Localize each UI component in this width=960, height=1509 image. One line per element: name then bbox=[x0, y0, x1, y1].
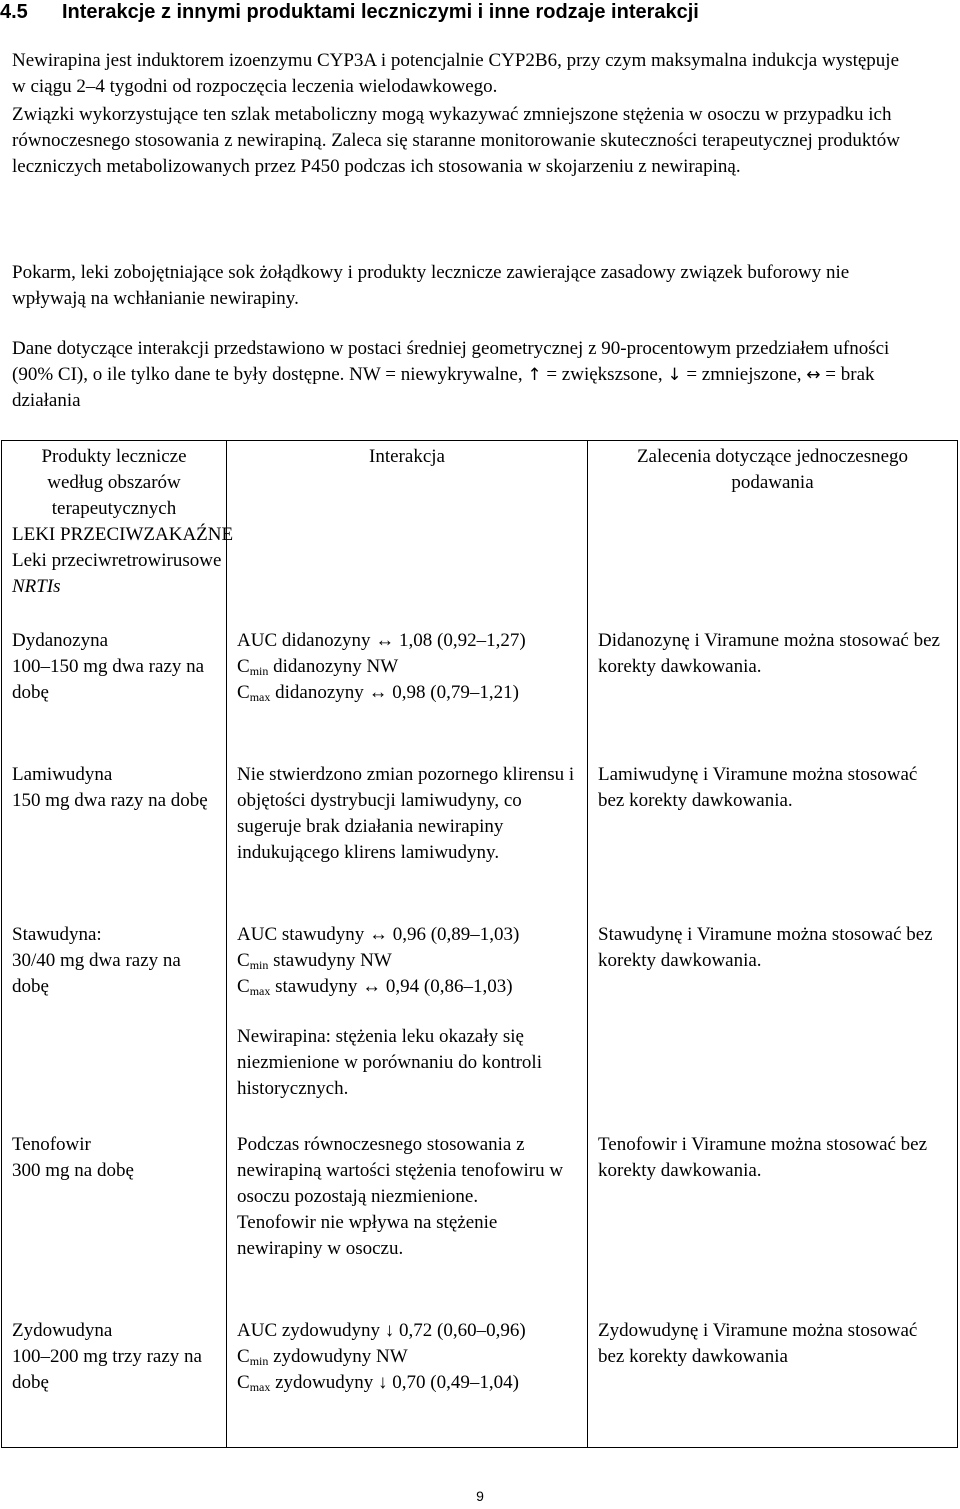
section-antiretrovirals: Leki przeciwretrowirusowe bbox=[12, 550, 222, 571]
table-row bbox=[2, 758, 958, 918]
interaction-cmax: $C_{max}$ didanozyny ↔ 0,98 (0,79–1,21) bbox=[237, 682, 519, 704]
interaction-cmax: $C_{max}$ zydowudyny ↓ 0,70 (0,49–1,04) bbox=[237, 1372, 519, 1394]
section-number: 4.5 bbox=[0, 1, 28, 23]
table-row bbox=[2, 624, 958, 758]
drug-dose: 300 mg na dobę bbox=[12, 1160, 134, 1181]
recommendation-cell: Lamiwudynę i Viramune można stosować bez korekty dawkowania. bbox=[588, 758, 958, 918]
section-heading bbox=[0, 0, 699, 24]
drug-dose: 100–150 mg dwa razy na dobę bbox=[12, 656, 205, 703]
drug-name: Lamiwudyna bbox=[12, 764, 113, 785]
drug-dose: 100–200 mg trzy razy na dobę bbox=[12, 1346, 202, 1393]
interaction-cell bbox=[227, 624, 588, 758]
interaction-text: Podczas równoczesnego stosowania z newirapiną wartości stężenia tenofowiru w osoczu pozostają niezmienione. bbox=[237, 1134, 564, 1207]
section-anti-infectives: LEKI PRZECIWZAKAŹNE bbox=[12, 524, 234, 545]
page-number: 9 bbox=[476, 1488, 484, 1504]
paragraph-induction: Newirapina jest induktorem izoenzymu CYP3A i potencjalnie CYP2B6, przy czym maksymalna indukcja występuje w ciągu 2–4 tygodni od rozpoczęcia leczenia wielodawkowego. bbox=[12, 50, 900, 97]
interaction-note: Newirapina: stężenia leku okazały się niezmienione w porównaniu do kontroli historycznych. bbox=[237, 1026, 542, 1099]
drug-cell bbox=[2, 624, 227, 758]
recommendation-cell: Didanozynę i Viramune można stosować bez korekty dawkowania. bbox=[588, 624, 958, 758]
table-row bbox=[2, 918, 958, 1128]
section-nrtis: NRTIs bbox=[12, 576, 61, 597]
header-drug-column: Produkty lecznicze według obszarów terapeutycznych bbox=[2, 441, 227, 523]
interaction-cmin: $C_{min}$ didanozyny NW bbox=[237, 656, 399, 678]
section-labels-cell bbox=[2, 522, 234, 624]
interaction-cmin: $C_{min}$ zydowudyny NW bbox=[237, 1346, 408, 1368]
interaction-auc: AUC stawudyny ↔ 0,96 (0,89–1,03) bbox=[237, 924, 520, 945]
table-row bbox=[2, 1314, 958, 1448]
drug-name: Tenofowir bbox=[12, 1134, 91, 1155]
recommendation-cell: Tenofowir i Viramune można stosować bez korekty dawkowania. bbox=[588, 1128, 958, 1314]
interaction-cell bbox=[227, 918, 588, 1128]
legend-decrease: = zmniejszone, bbox=[686, 364, 802, 385]
table-section-row bbox=[2, 522, 958, 624]
header-interaction-column: Interakcja bbox=[227, 441, 588, 523]
drug-name: Stawudyna: bbox=[12, 924, 102, 945]
table-header-row bbox=[2, 441, 958, 523]
interaction-cell bbox=[227, 1128, 588, 1314]
recommendation-cell: Zydowudynę i Viramune można stosować bez korekty dawkowania bbox=[588, 1314, 958, 1448]
interaction-text: Nie stwierdzono zmian pozornego klirensu i objętości dystrybucji lamiwudyny, co sugeruje brak działania newirapiny indukującego klirens lamiwudyny. bbox=[237, 764, 575, 863]
interaction-cell bbox=[227, 1314, 588, 1448]
section-title: Interakcje z innymi produktami leczniczymi i inne rodzaje interakcji bbox=[62, 1, 699, 23]
arrow-down-icon: ↓ bbox=[667, 365, 682, 385]
arrow-both-icon: ↔ bbox=[806, 365, 821, 385]
legend-intro: Dane dotyczące interakcji przedstawiono w postaci średniej geometrycznej z 90-procentowym przedziałem ufności (90% CI), o ile tylko dane te były dostępne. NW = niewykrywalne, bbox=[12, 338, 890, 385]
interaction-text-2: Tenofowir nie wpływa na stężenie newirapiny w osoczu. bbox=[237, 1212, 498, 1259]
arrow-up-icon: ↑ bbox=[527, 365, 542, 385]
drug-dose: 30/40 mg dwa razy na dobę bbox=[12, 950, 181, 997]
interaction-auc: AUC zydowudyny ↓ 0,72 (0,60–0,96) bbox=[237, 1320, 526, 1341]
drug-name: Dydanozyna bbox=[12, 630, 109, 651]
interaction-auc: AUC didanozyny ↔ 1,08 (0,92–1,27) bbox=[237, 630, 526, 651]
drug-cell bbox=[2, 758, 227, 918]
drug-cell bbox=[2, 918, 227, 1128]
recommendation-cell: Stawudynę i Viramune można stosować bez korekty dawkowania. bbox=[588, 918, 958, 1128]
drug-cell bbox=[2, 1314, 227, 1448]
drug-name: Zydowudyna bbox=[12, 1320, 113, 1341]
legend-no-effect: = brak działania bbox=[12, 364, 875, 411]
interaction-cell bbox=[227, 758, 588, 918]
interaction-cmax: $C_{max}$ stawudyny ↔ 0,94 (0,86–1,03) bbox=[237, 976, 513, 998]
paragraph-food-antacids: Pokarm, leki zobojętniające sok żołądkowy i produkty lecznicze zawierające zasadowy związek buforowy nie wpływają na wchłanianie newirapiny. bbox=[12, 262, 850, 309]
paragraph-data-legend bbox=[12, 336, 912, 414]
interaction-cmin: $C_{min}$ stawudyny NW bbox=[237, 950, 392, 972]
drug-cell bbox=[2, 1128, 227, 1314]
table-row bbox=[2, 1128, 958, 1314]
header-recommendation-column: Zalecenia dotyczące jednoczesnego podawania bbox=[588, 441, 958, 523]
interactions-table bbox=[1, 440, 958, 1448]
legend-increase: = zwiększsone, bbox=[546, 364, 663, 385]
drug-dose: 150 mg dwa razy na dobę bbox=[12, 790, 208, 811]
paragraph-metabolic-pathway: Związki wykorzystujące ten szlak metaboliczny mogą wykazywać zmniejszone stężenia w osoczu w przypadku ich równoczesnego stosowania z newirapiną. Zaleca się staranne monitorowanie skuteczności terapeutycznej produktów leczniczych metabolizowanych przez P450 podczas ich stosowania w skojarzeniu z newirapiną. bbox=[12, 104, 900, 177]
